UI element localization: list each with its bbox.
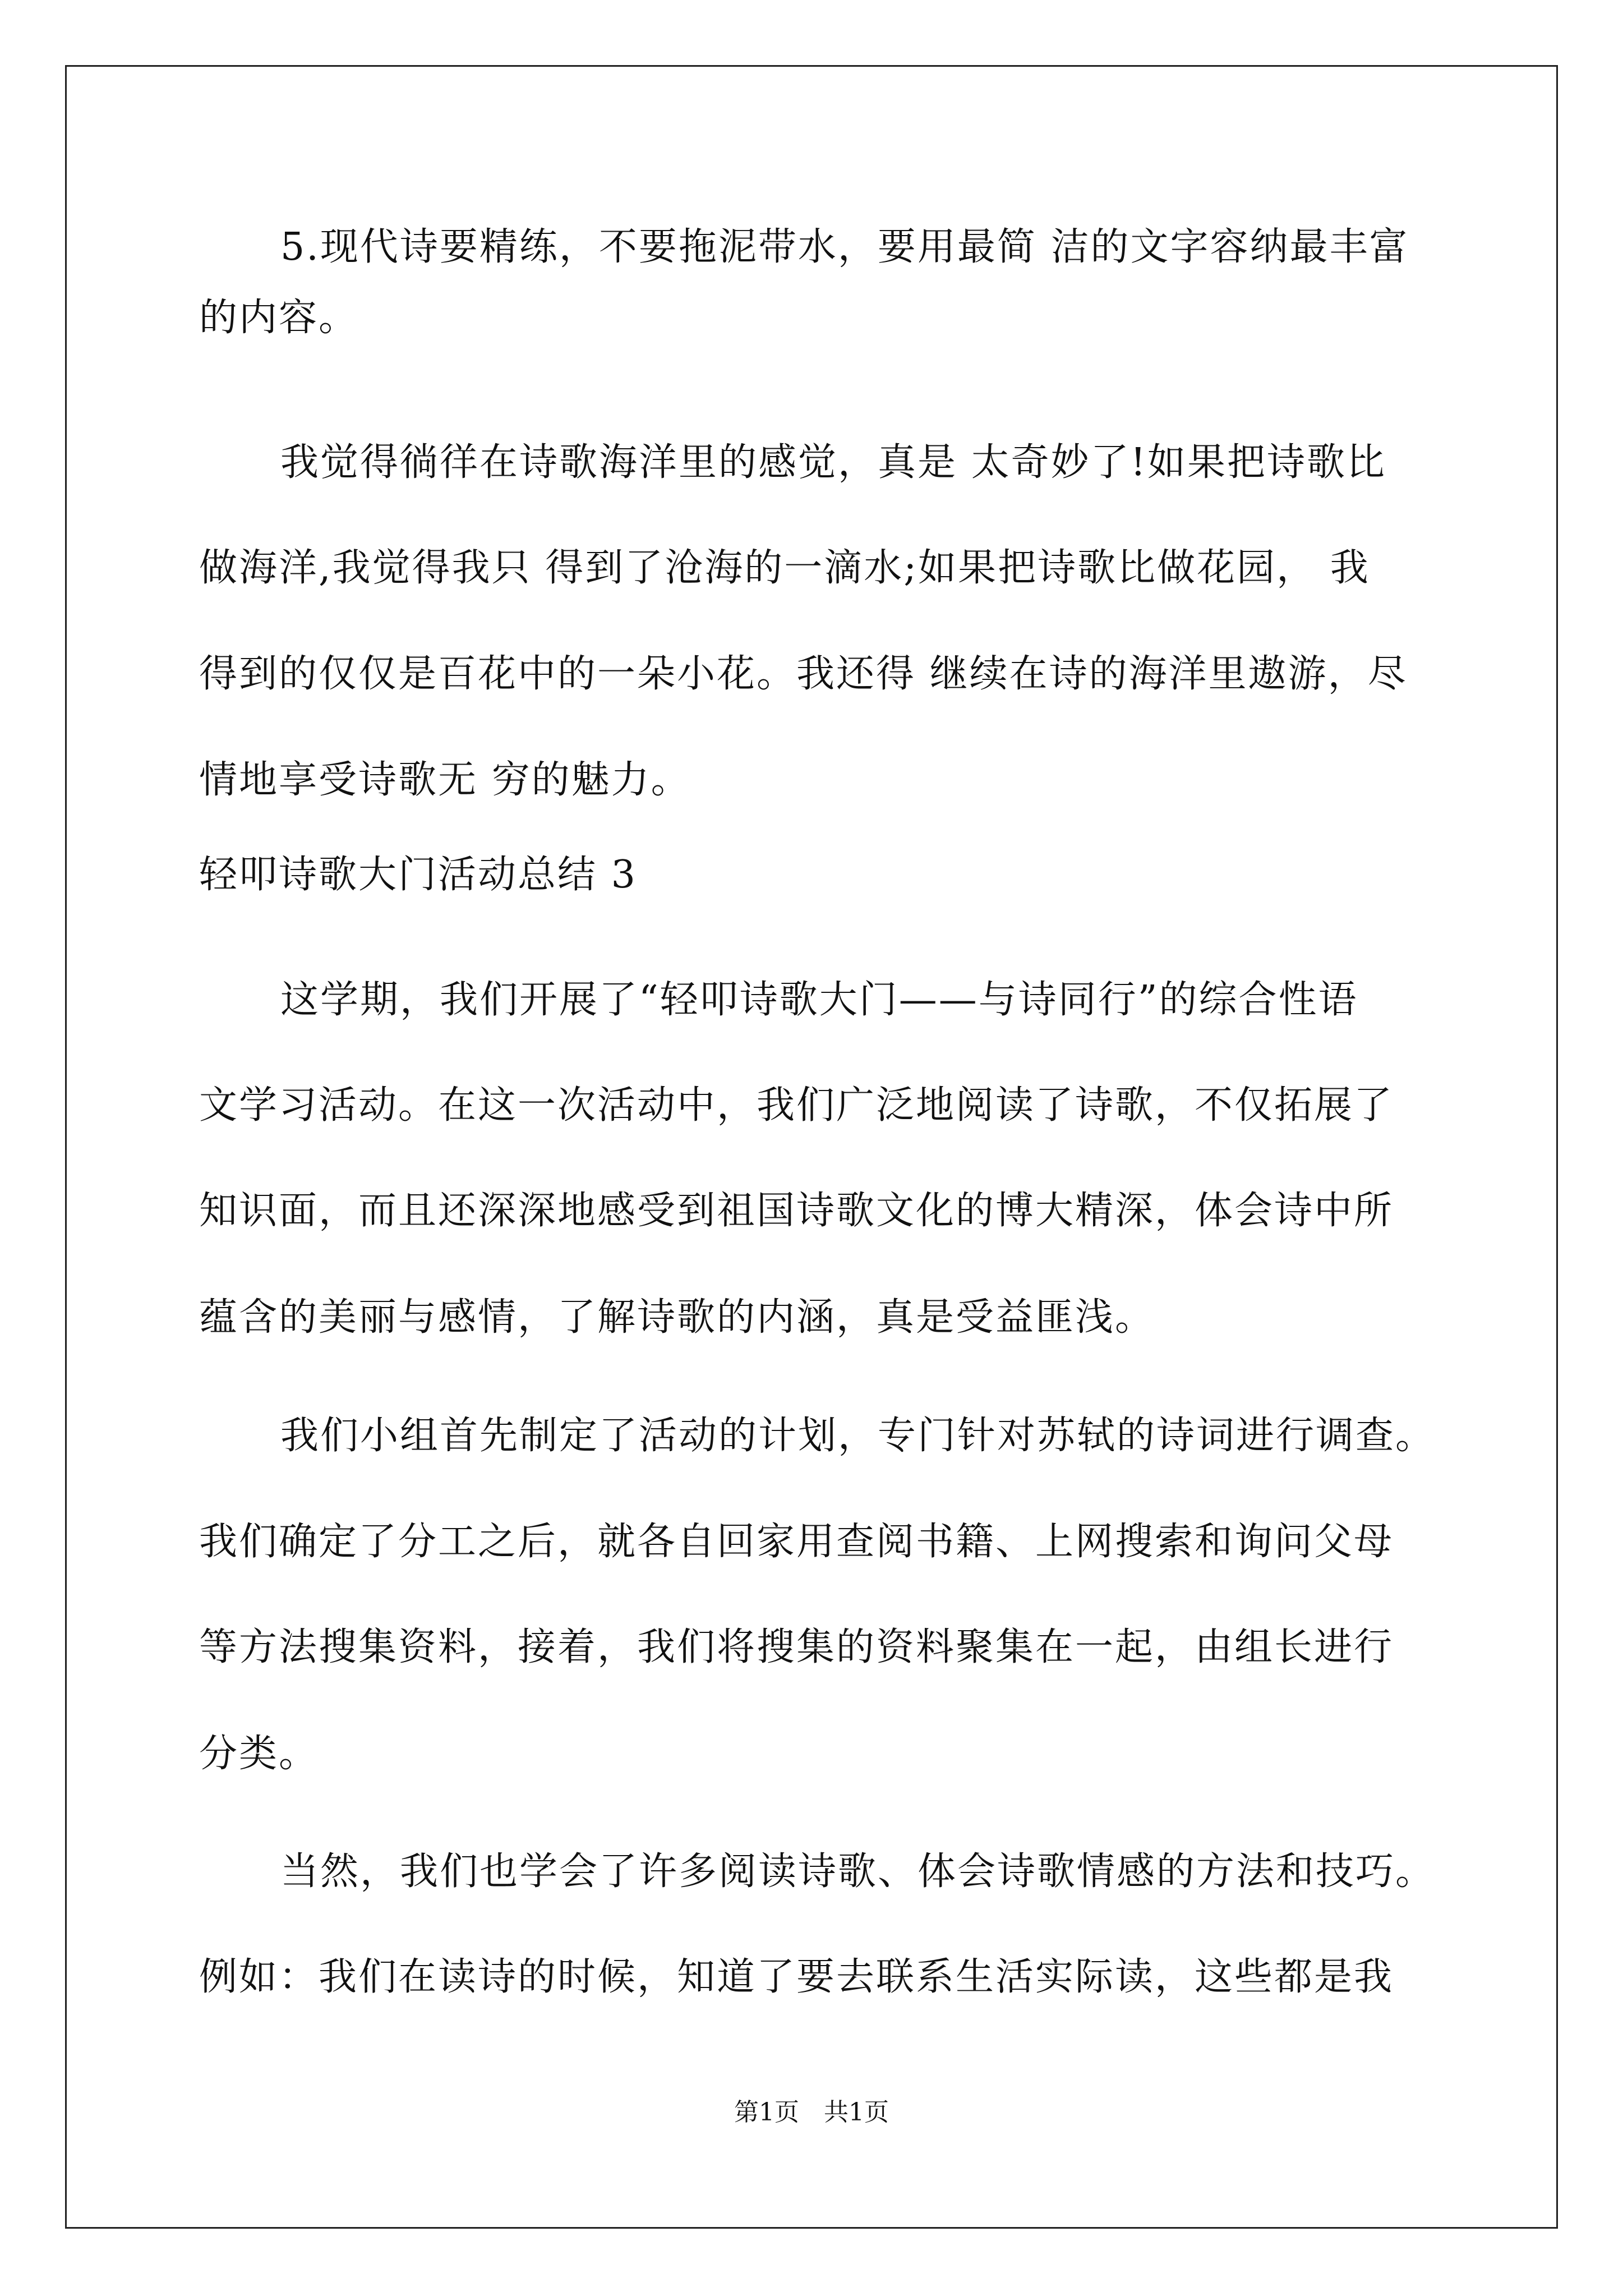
- paragraph-line: 我觉得徜徉在诗歌海洋里的感觉，真是 太奇妙了!如果把诗歌比: [280, 440, 1386, 485]
- paragraph-line: 得到的仅仅是百花中的一朵小花。我还得 继续在诗的海洋里遨游，尽: [199, 652, 1408, 696]
- page-footer: 第1页 共1页: [734, 2098, 889, 2127]
- paragraph-line: 分类。: [199, 1732, 319, 1776]
- paragraph-line: 我们小组首先制定了活动的计划，专门针对苏轼的诗词进行调查。: [280, 1414, 1436, 1458]
- section-heading: 轻叩诗歌大门活动总结 3: [199, 853, 637, 897]
- paragraph-line: 当然，我们也学会了许多阅读诗歌、体会诗歌情感的方法和技巧。: [280, 1849, 1436, 1894]
- paragraph-line: 情地享受诗歌无 穷的魅力。: [199, 758, 691, 802]
- paragraph-line: 例如：我们在读诗的时候，知道了要去联系生活实际读，这些都是我: [199, 1955, 1394, 1999]
- paragraph-line: 我们确定了分工之后，就各自回家用查阅书籍、上网搜索和询问父母: [199, 1520, 1394, 1564]
- paragraph-line: 蕴含的美丽与感情，了解诗歌的内涵，真是受益匪浅。: [199, 1295, 1155, 1340]
- paragraph-line: 做海洋,我觉得我只 得到了沧海的一滴水;如果把诗歌比做花园， 我: [199, 546, 1370, 590]
- paragraph-line: 5.现代诗要精练，不要拖泥带水，要用最简 洁的文字容纳最丰富: [280, 225, 1409, 269]
- page-border: [65, 65, 1558, 2229]
- paragraph-line: 的内容。: [199, 296, 359, 340]
- paragraph-line: 这学期，我们开展了“轻叩诗歌大门——与诗同行”的综合性语: [280, 978, 1358, 1022]
- paragraph-line: 知识面，而且还深深地感受到祖国诗歌文化的博大精深，体会诗中所: [199, 1189, 1394, 1233]
- paragraph-line: 文学习活动。在这一次活动中，我们广泛地阅读了诗歌，不仅拓展了: [199, 1083, 1394, 1128]
- paragraph-line: 等方法搜集资料，接着，我们将搜集的资料聚集在一起，由组长进行: [199, 1625, 1394, 1669]
